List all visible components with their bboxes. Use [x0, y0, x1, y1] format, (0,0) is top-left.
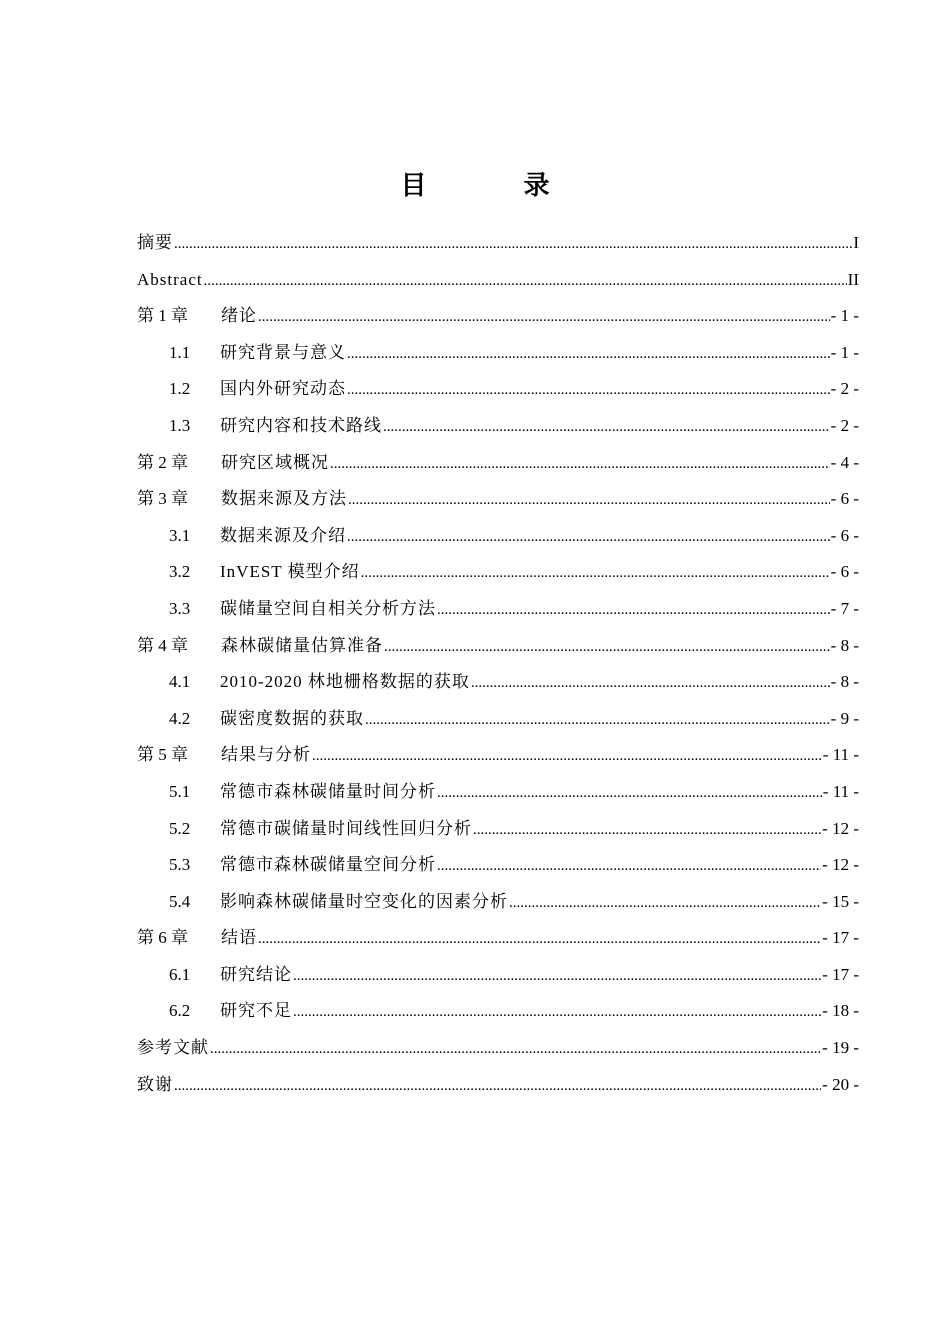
toc-leader-dots	[204, 262, 847, 300]
toc-entry-chapter-2[interactable]	[137, 445, 859, 482]
toc-entry-label: 结语	[221, 928, 257, 948]
toc-entry-acknowledgements[interactable]	[137, 1067, 859, 1104]
table-of-contents	[137, 225, 859, 1103]
toc-entry-label: 研究不足	[220, 1001, 292, 1021]
toc-entry-label: 常德市碳储量时间线性回归分析	[220, 818, 472, 838]
toc-entry-page: - 1 -	[830, 342, 859, 362]
toc-entry-page: - 12 -	[822, 818, 859, 838]
toc-entry-number: 5.2	[169, 818, 191, 838]
toc-entry-page: - 2 -	[830, 415, 859, 435]
toc-leader-dots	[293, 993, 821, 1031]
toc-entry-label: 数据来源及方法	[221, 489, 347, 509]
toc-entry-section-6-1[interactable]	[137, 957, 859, 994]
toc-entry-number: 4.2	[169, 708, 191, 728]
toc-entry-label: 数据来源及介绍	[220, 525, 346, 545]
toc-entry-label: 2010-2020 林地栅格数据的获取	[220, 672, 470, 692]
toc-entry-number: 第 2 章	[137, 452, 188, 472]
toc-leader-dots	[437, 774, 822, 812]
toc-leader-dots	[347, 335, 830, 373]
toc-entry-number: 第 6 章	[137, 928, 188, 948]
toc-entry-page: - 12 -	[822, 855, 859, 875]
toc-entry-number: 1.1	[169, 342, 191, 362]
toc-entry-chapter-3[interactable]	[137, 481, 859, 518]
toc-entry-label: 参考文献	[137, 1038, 209, 1058]
toc-entry-page: - 17 -	[822, 964, 859, 984]
toc-leader-dots	[509, 884, 821, 922]
toc-leader-dots	[365, 701, 830, 739]
toc-leader-dots	[258, 298, 830, 336]
toc-entry-section-4-2[interactable]	[137, 701, 859, 738]
toc-entry-number: 第 1 章	[137, 306, 188, 326]
toc-leader-dots	[330, 445, 830, 483]
toc-entry-number: 5.3	[169, 855, 191, 875]
toc-entry-label: Abstract	[137, 269, 203, 289]
toc-entry-number: 6.1	[169, 964, 191, 984]
toc-entry-section-5-1[interactable]	[137, 774, 859, 811]
toc-entry-section-6-2[interactable]	[137, 993, 859, 1030]
toc-entry-number: 1.3	[169, 415, 191, 435]
toc-entry-label: 影响森林碳储量时空变化的因素分析	[220, 891, 508, 911]
toc-entry-page: - 20 -	[822, 1074, 859, 1094]
toc-entry-section-1-1[interactable]	[137, 335, 859, 372]
toc-entry-page: - 11 -	[822, 745, 859, 765]
toc-entry-label: 研究结论	[220, 964, 292, 984]
toc-entry-section-1-2[interactable]	[137, 371, 859, 408]
toc-leader-dots	[361, 554, 830, 592]
toc-leader-dots	[473, 811, 821, 849]
toc-entry-section-5-2[interactable]	[137, 811, 859, 848]
toc-entry-section-3-2[interactable]	[137, 554, 859, 591]
toc-entry-number: 3.1	[169, 525, 191, 545]
toc-entry-page: - 8 -	[830, 672, 859, 692]
toc-entry-page: - 17 -	[822, 928, 859, 948]
toc-leader-dots	[174, 225, 852, 263]
toc-entry-number: 1.2	[169, 379, 191, 399]
toc-entry-section-3-1[interactable]	[137, 518, 859, 555]
toc-entry-number: 第 5 章	[137, 745, 188, 765]
toc-entry-chapter-1[interactable]	[137, 298, 859, 335]
toc-entry-page: - 4 -	[830, 452, 859, 472]
toc-leader-dots	[348, 481, 830, 519]
toc-entry-number: 6.2	[169, 1001, 191, 1021]
toc-entry-number: 4.1	[169, 672, 191, 692]
toc-entry-page: - 9 -	[830, 708, 859, 728]
toc-entry-abstract-en[interactable]	[137, 262, 859, 299]
toc-entry-number: 3.3	[169, 598, 191, 618]
toc-leader-dots	[471, 664, 830, 702]
toc-entry-page: - 15 -	[822, 891, 859, 911]
toc-entry-section-5-4[interactable]	[137, 884, 859, 921]
toc-leader-dots	[347, 371, 830, 409]
toc-leader-dots	[293, 957, 821, 995]
toc-entry-number: 第 3 章	[137, 489, 188, 509]
toc-entry-page: - 11 -	[822, 781, 859, 801]
toc-entry-section-3-3[interactable]	[137, 591, 859, 628]
toc-entry-label: 研究背景与意义	[220, 342, 346, 362]
page-title: 目 录	[400, 171, 594, 201]
toc-leader-dots	[384, 628, 830, 666]
toc-entry-chapter-6[interactable]	[137, 920, 859, 957]
toc-leader-dots	[258, 920, 821, 958]
toc-entry-page: - 6 -	[830, 489, 859, 509]
toc-entry-label: InVEST 模型介绍	[220, 562, 360, 582]
toc-entry-label: 碳储量空间自相关分析方法	[220, 598, 436, 618]
toc-entry-label: 森林碳储量估算准备	[221, 635, 383, 655]
toc-leader-dots	[437, 591, 830, 629]
toc-entry-page: - 2 -	[830, 379, 859, 399]
toc-entry-page: - 8 -	[830, 635, 859, 655]
toc-entry-page: - 19 -	[822, 1038, 859, 1058]
toc-entry-references[interactable]	[137, 1030, 859, 1067]
toc-entry-number: 第 4 章	[137, 635, 188, 655]
toc-entry-label: 国内外研究动态	[220, 379, 346, 399]
toc-entry-chapter-5[interactable]	[137, 737, 859, 774]
toc-entry-label: 绪论	[221, 306, 257, 326]
toc-entry-chapter-4[interactable]	[137, 628, 859, 665]
toc-leader-dots	[312, 737, 822, 775]
toc-leader-dots	[437, 847, 821, 885]
toc-entry-number: 5.4	[169, 891, 191, 911]
toc-entry-label: 常德市森林碳储量时间分析	[220, 781, 436, 801]
toc-entry-number: 5.1	[169, 781, 191, 801]
toc-entry-page: - 1 -	[830, 306, 859, 326]
toc-entry-page: - 6 -	[830, 562, 859, 582]
toc-leader-dots	[210, 1030, 821, 1068]
toc-entry-label: 结果与分析	[221, 745, 311, 765]
toc-entry-label: 常德市森林碳储量空间分析	[220, 855, 436, 875]
toc-leader-dots	[383, 408, 830, 446]
toc-leader-dots	[174, 1067, 821, 1105]
toc-entry-label: 摘要	[137, 233, 173, 252]
toc-entry-label: 碳密度数据的获取	[220, 708, 364, 728]
toc-entry-label: 研究区域概况	[221, 452, 329, 472]
toc-entry-section-1-3[interactable]	[137, 408, 859, 445]
toc-entry-label: 致谢	[137, 1074, 173, 1094]
toc-entry-page: II	[847, 269, 859, 289]
toc-entry-page: I	[853, 233, 859, 252]
toc-entry-page: - 7 -	[830, 598, 859, 618]
toc-entry-page: - 18 -	[822, 1001, 859, 1021]
toc-entry-number: 3.2	[169, 562, 191, 582]
toc-entry-label: 研究内容和技术路线	[220, 415, 382, 435]
toc-entry-section-5-3[interactable]	[137, 847, 859, 884]
toc-entry-page: - 6 -	[830, 525, 859, 545]
toc-entry-section-4-1[interactable]	[137, 664, 859, 701]
toc-entry-abstract-cn[interactable]	[137, 225, 859, 262]
toc-leader-dots	[347, 518, 830, 556]
